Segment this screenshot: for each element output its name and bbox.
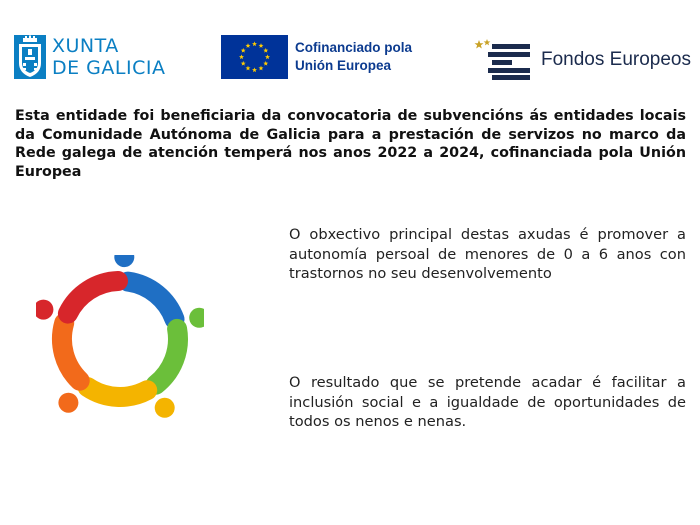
- eu-cofinanced-logo: [221, 35, 441, 79]
- circle-of-people-icon: [36, 255, 204, 423]
- objective-paragraph: O obxectivo principal destas axudas é promover a autonomía persoal de menores de 0 a 6 anos con trastornos no seu desenvolvemento: [289, 226, 686, 282]
- xunta-logo-line2: DE GALICIA: [52, 57, 166, 79]
- eu-flag-icon: [221, 35, 288, 79]
- galicia-coat-of-arms-icon: [14, 35, 46, 79]
- person-head: [189, 308, 204, 328]
- person-arms: [88, 387, 148, 397]
- person-head: [58, 393, 78, 413]
- xunta-de-galicia-logo: [14, 35, 174, 79]
- xunta-logo-text: [52, 35, 165, 79]
- fondos-europeos-mark-icon: [474, 38, 534, 80]
- eu-logo-line2: Unión Europea: [295, 58, 392, 73]
- beneficiary-statement: Esta entidade foi beneficiaria da convocatoria de subvencións ás entidades locais da Comunidade Autónoma de Galicia para a prestación de servizos no marco da Rede galega de atención temperá nos anos 2022 a 2024, cofinanciada pola Unión Europea: [15, 108, 686, 180]
- xunta-logo-line1: XUNTA: [52, 35, 119, 57]
- eu-logo-text: [295, 39, 412, 75]
- logo-bar: [0, 0, 700, 90]
- person-head: [114, 255, 134, 267]
- fondos-europeos-label: Fondos Europeos: [541, 49, 691, 70]
- person-head: [36, 300, 53, 320]
- fondos-europeos-logo: [474, 38, 694, 80]
- eu-logo-line1: Cofinanciado pola: [295, 40, 413, 55]
- ring-center: [76, 295, 164, 383]
- person-head: [155, 398, 175, 418]
- result-paragraph: O resultado que se pretende acadar é facilitar a inclusión social e a igualdade de oportunidades de todos os nenos e nenas.: [289, 374, 686, 430]
